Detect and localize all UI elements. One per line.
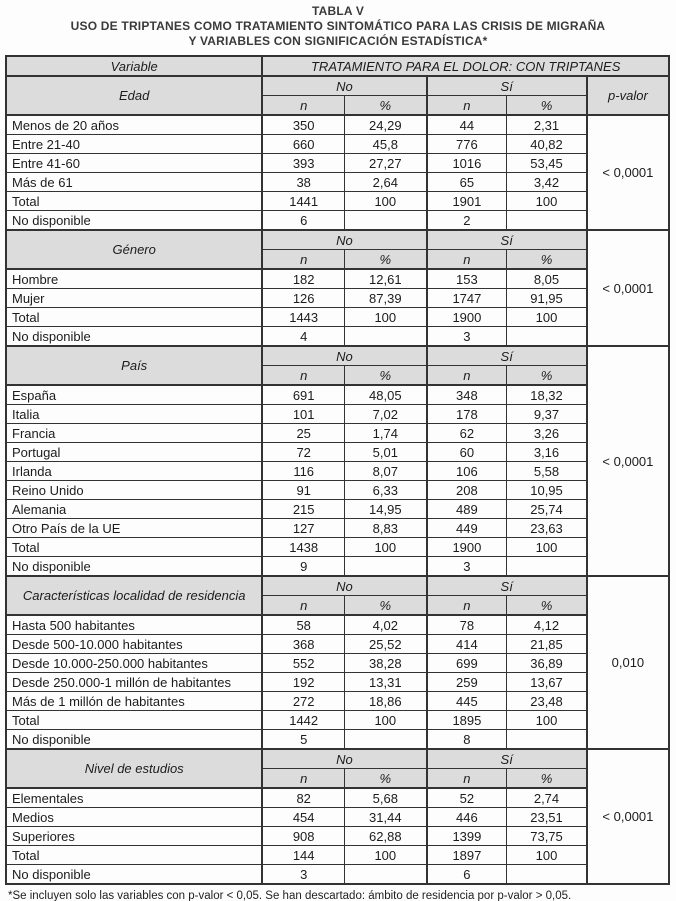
cell-si-n: 776 bbox=[427, 135, 507, 154]
row-label: No disponible bbox=[6, 730, 262, 750]
cell-no-pct bbox=[344, 211, 426, 231]
cell-no-n: 72 bbox=[262, 443, 344, 462]
cell-si-n: 1747 bbox=[427, 289, 507, 308]
row-label: Alemania bbox=[6, 500, 262, 519]
cell-no-n: 350 bbox=[262, 115, 344, 135]
cell-si-n: 3 bbox=[427, 327, 507, 347]
sub-header-si-pct: % bbox=[507, 596, 587, 616]
cell-si-pct: 36,89 bbox=[507, 654, 587, 673]
group-header-si: Sí bbox=[427, 749, 587, 769]
sub-header-si-pct: % bbox=[507, 250, 587, 270]
group-header-no: No bbox=[262, 76, 426, 96]
cell-no-pct: 13,31 bbox=[344, 673, 426, 692]
cell-no-n: 82 bbox=[262, 788, 344, 808]
cell-si-n: 1399 bbox=[427, 827, 507, 846]
cell-si-n: 446 bbox=[427, 808, 507, 827]
cell-no-n: 91 bbox=[262, 481, 344, 500]
cell-no-pct: 12,61 bbox=[344, 269, 426, 289]
cell-no-n: 6 bbox=[262, 211, 344, 231]
cell-no-n: 1441 bbox=[262, 192, 344, 211]
p-value: < 0,0001 bbox=[587, 346, 669, 576]
cell-si-pct: 100 bbox=[507, 711, 587, 730]
cell-si-n: 445 bbox=[427, 692, 507, 711]
cell-no-n: 368 bbox=[262, 635, 344, 654]
cell-no-n: 144 bbox=[262, 846, 344, 865]
cell-si-pct: 100 bbox=[507, 846, 587, 865]
cell-no-pct: 8,83 bbox=[344, 519, 426, 538]
cell-no-n: 393 bbox=[262, 154, 344, 173]
row-label: Mujer bbox=[6, 289, 262, 308]
cell-no-n: 5 bbox=[262, 730, 344, 750]
sub-header-no-pct: % bbox=[344, 250, 426, 270]
cell-no-pct: 27,27 bbox=[344, 154, 426, 173]
section-name: Características localidad de residencia bbox=[6, 576, 262, 615]
cell-si-n: 2 bbox=[427, 211, 507, 231]
cell-si-n: 8 bbox=[427, 730, 507, 750]
cell-no-pct bbox=[344, 730, 426, 750]
cell-no-n: 215 bbox=[262, 500, 344, 519]
cell-si-n: 449 bbox=[427, 519, 507, 538]
cell-no-n: 182 bbox=[262, 269, 344, 289]
cell-no-pct: 100 bbox=[344, 192, 426, 211]
sub-header-si-pct: % bbox=[507, 366, 587, 386]
table-title-line2: USO DE TRIPTANES COMO TRATAMIENTO SINTOMÁTICO PARA LAS CRISIS DE MIGRAÑA bbox=[70, 19, 606, 33]
cell-si-pct: 91,95 bbox=[507, 289, 587, 308]
cell-no-pct: 6,33 bbox=[344, 481, 426, 500]
cell-no-n: 272 bbox=[262, 692, 344, 711]
cell-no-pct: 5,01 bbox=[344, 443, 426, 462]
cell-no-n: 660 bbox=[262, 135, 344, 154]
p-valor-header: p-valor bbox=[587, 76, 669, 115]
row-label: Total bbox=[6, 711, 262, 730]
row-label: Hombre bbox=[6, 269, 262, 289]
cell-si-n: 60 bbox=[427, 443, 507, 462]
cell-si-n: 1900 bbox=[427, 308, 507, 327]
cell-si-pct: 3,26 bbox=[507, 424, 587, 443]
row-label: No disponible bbox=[6, 327, 262, 347]
row-label: Entre 21-40 bbox=[6, 135, 262, 154]
cell-no-n: 3 bbox=[262, 865, 344, 885]
group-header-no: No bbox=[262, 230, 426, 250]
cell-si-pct: 18,32 bbox=[507, 385, 587, 405]
cell-si-pct: 5,58 bbox=[507, 462, 587, 481]
cell-no-n: 192 bbox=[262, 673, 344, 692]
cell-si-n: 208 bbox=[427, 481, 507, 500]
cell-no-pct bbox=[344, 327, 426, 347]
sub-header-no-n: n bbox=[262, 250, 344, 270]
cell-no-pct bbox=[344, 557, 426, 577]
cell-si-n: 178 bbox=[427, 405, 507, 424]
row-label: Irlanda bbox=[6, 462, 262, 481]
sub-header-no-pct: % bbox=[344, 769, 426, 789]
cell-no-n: 1443 bbox=[262, 308, 344, 327]
cell-si-pct: 3,16 bbox=[507, 443, 587, 462]
cell-si-pct bbox=[507, 730, 587, 750]
row-label: Total bbox=[6, 538, 262, 557]
cell-no-n: 38 bbox=[262, 173, 344, 192]
sub-header-si-n: n bbox=[427, 769, 507, 789]
cell-no-pct: 8,07 bbox=[344, 462, 426, 481]
cell-si-pct: 23,63 bbox=[507, 519, 587, 538]
cell-no-pct: 24,29 bbox=[344, 115, 426, 135]
p-value: 0,010 bbox=[587, 576, 669, 749]
cell-no-pct: 100 bbox=[344, 308, 426, 327]
cell-si-n: 699 bbox=[427, 654, 507, 673]
group-header-si: Sí bbox=[427, 346, 587, 366]
cell-si-pct: 100 bbox=[507, 538, 587, 557]
cell-si-n: 3 bbox=[427, 557, 507, 577]
variable-header: Variable bbox=[6, 56, 262, 76]
cell-si-pct: 73,75 bbox=[507, 827, 587, 846]
group-header-si: Sí bbox=[427, 76, 587, 96]
sub-header-no-n: n bbox=[262, 96, 344, 116]
cell-no-pct: 100 bbox=[344, 711, 426, 730]
row-label: No disponible bbox=[6, 865, 262, 885]
sub-header-si-n: n bbox=[427, 250, 507, 270]
cell-si-n: 1895 bbox=[427, 711, 507, 730]
row-label: España bbox=[6, 385, 262, 405]
row-label: Menos de 20 años bbox=[6, 115, 262, 135]
cell-si-pct: 13,67 bbox=[507, 673, 587, 692]
sub-header-si-n: n bbox=[427, 596, 507, 616]
cell-si-n: 1897 bbox=[427, 846, 507, 865]
cell-si-n: 62 bbox=[427, 424, 507, 443]
cell-no-pct: 38,28 bbox=[344, 654, 426, 673]
row-label: Desde 500-10.000 habitantes bbox=[6, 635, 262, 654]
row-label: Hasta 500 habitantes bbox=[6, 615, 262, 635]
cell-si-n: 1900 bbox=[427, 538, 507, 557]
group-header-no: No bbox=[262, 346, 426, 366]
sub-header-no-pct: % bbox=[344, 366, 426, 386]
cell-si-pct: 53,45 bbox=[507, 154, 587, 173]
group-header-no: No bbox=[262, 576, 426, 596]
cell-si-n: 65 bbox=[427, 173, 507, 192]
cell-no-pct: 2,64 bbox=[344, 173, 426, 192]
cell-no-n: 4 bbox=[262, 327, 344, 347]
group-header-si: Sí bbox=[427, 230, 587, 250]
table-title-number: TABLA V bbox=[311, 4, 365, 18]
cell-si-pct: 100 bbox=[507, 308, 587, 327]
cell-si-pct: 8,05 bbox=[507, 269, 587, 289]
cell-no-pct: 4,02 bbox=[344, 615, 426, 635]
cell-si-pct: 2,31 bbox=[507, 115, 587, 135]
cell-si-n: 106 bbox=[427, 462, 507, 481]
cell-si-n: 489 bbox=[427, 500, 507, 519]
cell-si-pct bbox=[507, 327, 587, 347]
cell-no-n: 25 bbox=[262, 424, 344, 443]
cell-no-n: 116 bbox=[262, 462, 344, 481]
cell-si-pct: 23,51 bbox=[507, 808, 587, 827]
cell-no-n: 691 bbox=[262, 385, 344, 405]
p-value: < 0,0001 bbox=[587, 115, 669, 230]
cell-no-n: 552 bbox=[262, 654, 344, 673]
cell-no-n: 1442 bbox=[262, 711, 344, 730]
cell-si-pct bbox=[507, 865, 587, 885]
cell-si-n: 259 bbox=[427, 673, 507, 692]
cell-si-pct: 23,48 bbox=[507, 692, 587, 711]
cell-no-pct: 14,95 bbox=[344, 500, 426, 519]
section-name: Género bbox=[6, 230, 262, 269]
cell-si-n: 348 bbox=[427, 385, 507, 405]
cell-si-pct: 100 bbox=[507, 192, 587, 211]
sub-header-si-n: n bbox=[427, 96, 507, 116]
sub-header-no-n: n bbox=[262, 769, 344, 789]
sub-header-si-n: n bbox=[427, 366, 507, 386]
p-value: < 0,0001 bbox=[587, 230, 669, 346]
cell-si-pct: 2,74 bbox=[507, 788, 587, 808]
cell-no-pct: 100 bbox=[344, 538, 426, 557]
cell-si-pct: 10,95 bbox=[507, 481, 587, 500]
row-label: Más de 61 bbox=[6, 173, 262, 192]
row-label: Desde 250.000-1 millón de habitantes bbox=[6, 673, 262, 692]
cell-no-pct: 1,74 bbox=[344, 424, 426, 443]
cell-si-n: 6 bbox=[427, 865, 507, 885]
p-value: < 0,0001 bbox=[587, 749, 669, 884]
row-label: Desde 10.000-250.000 habitantes bbox=[6, 654, 262, 673]
cell-no-pct: 31,44 bbox=[344, 808, 426, 827]
sub-header-no-n: n bbox=[262, 596, 344, 616]
cell-no-pct bbox=[344, 865, 426, 885]
row-label: Portugal bbox=[6, 443, 262, 462]
cell-si-pct bbox=[507, 211, 587, 231]
cell-no-pct: 18,86 bbox=[344, 692, 426, 711]
cell-no-n: 1438 bbox=[262, 538, 344, 557]
cell-no-pct: 62,88 bbox=[344, 827, 426, 846]
row-label: Italia bbox=[6, 405, 262, 424]
cell-no-pct: 100 bbox=[344, 846, 426, 865]
row-label: Total bbox=[6, 308, 262, 327]
cell-si-pct bbox=[507, 557, 587, 577]
cell-no-n: 58 bbox=[262, 615, 344, 635]
sub-header-no-pct: % bbox=[344, 596, 426, 616]
section-name: Nivel de estudios bbox=[6, 749, 262, 788]
cell-si-pct: 4,12 bbox=[507, 615, 587, 635]
row-label: Superiores bbox=[6, 827, 262, 846]
row-label: Total bbox=[6, 846, 262, 865]
cell-no-n: 454 bbox=[262, 808, 344, 827]
cell-si-n: 78 bbox=[427, 615, 507, 635]
cell-no-n: 126 bbox=[262, 289, 344, 308]
section-name: País bbox=[6, 346, 262, 385]
cell-no-pct: 25,52 bbox=[344, 635, 426, 654]
sub-header-si-pct: % bbox=[507, 96, 587, 116]
row-label: Otro País de la UE bbox=[6, 519, 262, 538]
row-label: Entre 41-60 bbox=[6, 154, 262, 173]
cell-no-pct: 5,68 bbox=[344, 788, 426, 808]
triptanes-table bbox=[5, 55, 670, 885]
cell-si-pct: 3,42 bbox=[507, 173, 587, 192]
sub-header-no-n: n bbox=[262, 366, 344, 386]
row-label: Medios bbox=[6, 808, 262, 827]
group-header-no: No bbox=[262, 749, 426, 769]
table-title bbox=[0, 0, 676, 49]
row-label: No disponible bbox=[6, 211, 262, 231]
section-name: Edad bbox=[6, 76, 262, 115]
treatment-header: TRATAMIENTO PARA EL DOLOR: CON TRIPTANES bbox=[262, 56, 669, 76]
footnote: *Se incluyen solo las variables con p-valor < 0,05. Se han descartado: ámbito de residencia por p-valor > 0,05. bbox=[8, 890, 572, 901]
row-label: Francia bbox=[6, 424, 262, 443]
cell-si-pct: 40,82 bbox=[507, 135, 587, 154]
row-label: Reino Unido bbox=[6, 481, 262, 500]
cell-no-pct: 48,05 bbox=[344, 385, 426, 405]
cell-si-n: 1016 bbox=[427, 154, 507, 173]
row-label: No disponible bbox=[6, 557, 262, 577]
sub-header-no-pct: % bbox=[344, 96, 426, 116]
cell-si-n: 44 bbox=[427, 115, 507, 135]
row-label: Elementales bbox=[6, 788, 262, 808]
cell-no-n: 101 bbox=[262, 405, 344, 424]
table-wrap bbox=[0, 49, 676, 885]
cell-si-n: 153 bbox=[427, 269, 507, 289]
cell-si-pct: 9,37 bbox=[507, 405, 587, 424]
cell-si-n: 1901 bbox=[427, 192, 507, 211]
cell-si-pct: 21,85 bbox=[507, 635, 587, 654]
cell-no-n: 127 bbox=[262, 519, 344, 538]
row-label: Total bbox=[6, 192, 262, 211]
cell-no-n: 9 bbox=[262, 557, 344, 577]
cell-si-pct: 25,74 bbox=[507, 500, 587, 519]
cell-no-pct: 45,8 bbox=[344, 135, 426, 154]
row-label: Más de 1 millón de habitantes bbox=[6, 692, 262, 711]
group-header-si: Sí bbox=[427, 576, 587, 596]
cell-si-n: 414 bbox=[427, 635, 507, 654]
table-title-line3: Y VARIABLES CON SIGNIFICACIÓN ESTADÍSTICA* bbox=[188, 34, 488, 48]
cell-no-pct: 7,02 bbox=[344, 405, 426, 424]
cell-no-pct: 87,39 bbox=[344, 289, 426, 308]
cell-no-n: 908 bbox=[262, 827, 344, 846]
sub-header-si-pct: % bbox=[507, 769, 587, 789]
cell-si-n: 52 bbox=[427, 788, 507, 808]
